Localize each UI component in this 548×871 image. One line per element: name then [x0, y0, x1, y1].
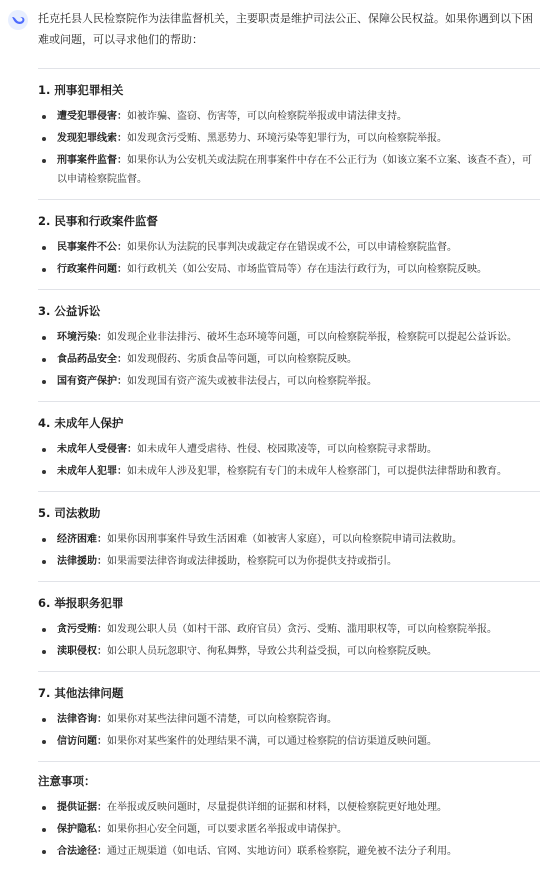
section [38, 594, 540, 661]
bullet-icon [42, 159, 46, 163]
section-divider [38, 581, 540, 582]
item-label: 未成年人受侵害： [57, 444, 137, 455]
list-item [38, 107, 540, 126]
list-item [38, 238, 540, 257]
bullet-icon [42, 850, 46, 854]
intro-paragraph: 托克托县人民检察院作为法律监督机关，主要职责是维护司法公正、保障公民权益。如果你遇到以下困难或问题，可以寻求他们的帮助： [38, 12, 533, 46]
item-text: 如被诈骗、盗窃、伤害等，可以向检察院举报或申请法律支持。 [127, 111, 407, 122]
note-item [38, 798, 540, 817]
section-title: 6. 举报职务犯罪 [38, 596, 124, 610]
bullet-icon [42, 336, 46, 340]
item-label: 遭受犯罪侵害： [57, 111, 127, 122]
list-item [38, 350, 540, 369]
list-item [38, 732, 540, 751]
note-text: 如果你担心安全问题，可以要求匿名举报或申请保护。 [107, 824, 347, 835]
section-divider [38, 401, 540, 402]
item-text: 如发现公职人员（如村干部、政府官员）贪污、受贿、滥用职权等，可以向检察院举报。 [107, 624, 497, 635]
item-label: 环境污染： [57, 332, 107, 343]
section-title: 7. 其他法律问题 [38, 686, 124, 700]
bullet-icon [42, 806, 46, 810]
list-item [38, 710, 540, 729]
item-text: 如未成年人涉及犯罪，检察院有专门的未成年人检察部门，可以提供法律帮助和教育。 [127, 466, 507, 477]
note-label: 合法途径： [57, 846, 107, 857]
assistant-avatar [8, 10, 28, 30]
message-body [38, 8, 540, 871]
item-text: 如果你认为法院的民事判决或裁定存在错误或不公，可以申请检察院监督。 [127, 242, 457, 253]
item-text: 如公职人员玩忽职守、徇私舞弊，导致公共利益受损，可以向检察院反映。 [107, 646, 437, 657]
list-item [38, 440, 540, 459]
item-text: 如果需要法律咨询或法律援助，检察院可以为你提供支持或指引。 [107, 556, 397, 567]
bullet-icon [42, 538, 46, 542]
section-item-list [38, 328, 540, 391]
section-title: 5. 司法救助 [38, 506, 101, 520]
list-item [38, 260, 540, 279]
notes-title: 注意事项： [38, 774, 96, 788]
item-text: 如果你认为公安机关或法院在刑事案件中存在不公正行为（如该立案不立案、该查不查），可以申请检察院监督。 [57, 155, 532, 185]
note-label: 提供证据： [57, 802, 107, 813]
section [38, 414, 540, 481]
list-item [38, 129, 540, 148]
bullet-icon [42, 137, 46, 141]
item-label: 行政案件问题： [57, 264, 127, 275]
list-item [38, 530, 540, 549]
item-label: 渎职侵权： [57, 646, 107, 657]
section-title: 2. 民事和行政案件监督 [38, 214, 158, 228]
item-text: 如发现假药、劣质食品等问题，可以向检察院反映。 [127, 354, 357, 365]
bullet-icon [42, 718, 46, 722]
bullet-icon [42, 650, 46, 654]
list-item [38, 552, 540, 571]
item-label: 法律援助： [57, 556, 107, 567]
bullet-icon [42, 448, 46, 452]
section-divider [38, 761, 540, 762]
bullet-icon [42, 828, 46, 832]
section-item-list [38, 620, 540, 661]
item-text: 如果你对某些法律问题不清楚，可以向检察院咨询。 [107, 714, 337, 725]
section-item-list [38, 107, 540, 189]
section-divider [38, 289, 540, 290]
note-item [38, 842, 540, 861]
item-label: 信访问题： [57, 736, 107, 747]
item-label: 经济困难： [57, 534, 107, 545]
bullet-icon [42, 268, 46, 272]
section-divider [38, 671, 540, 672]
section-divider [38, 68, 540, 69]
section-title: 4. 未成年人保护 [38, 416, 124, 430]
list-item [38, 462, 540, 481]
section-title: 1. 刑事犯罪相关 [38, 83, 124, 97]
list-item [38, 328, 540, 347]
section-title: 3. 公益诉讼 [38, 304, 101, 318]
section [38, 81, 540, 189]
section [38, 212, 540, 279]
bullet-icon [42, 740, 46, 744]
item-text: 如未成年人遭受虐待、性侵、校园欺凌等，可以向检察院寻求帮助。 [137, 444, 437, 455]
item-text: 如果你对某些案件的处理结果不满，可以通过检察院的信访渠道反映问题。 [107, 736, 437, 747]
assistant-logo-icon [10, 12, 26, 28]
item-label: 贪污受贿： [57, 624, 107, 635]
item-text: 如行政机关（如公安局、市场监管局等）存在违法行政行为，可以向检察院反映。 [127, 264, 487, 275]
item-text: 如果你因刑事案件导致生活困难（如被害人家庭），可以向检察院申请司法救助。 [107, 534, 462, 545]
sections-container [38, 68, 540, 751]
note-item [38, 820, 540, 839]
bullet-icon [42, 115, 46, 119]
item-label: 食品药品安全： [57, 354, 127, 365]
section [38, 684, 540, 751]
section-item-list [38, 440, 540, 481]
section [38, 302, 540, 391]
bullet-icon [42, 560, 46, 564]
bullet-icon [42, 380, 46, 384]
list-item [38, 620, 540, 639]
list-item [38, 151, 540, 189]
section [38, 504, 540, 571]
notes-list [38, 798, 540, 861]
note-text: 在举报或反映问题时，尽量提供详细的证据和材料，以便检察院更好地处理。 [107, 802, 447, 813]
section-item-list [38, 710, 540, 751]
item-label: 未成年人犯罪： [57, 466, 127, 477]
section-divider [38, 199, 540, 200]
item-text: 如发现贪污受贿、黑恶势力、环境污染等犯罪行为，可以向检察院举报。 [127, 133, 447, 144]
bullet-icon [42, 246, 46, 250]
item-text: 如发现国有资产流失或被非法侵占，可以向检察院举报。 [127, 376, 377, 387]
item-label: 民事案件不公： [57, 242, 127, 253]
section-divider [38, 491, 540, 492]
list-item [38, 372, 540, 391]
item-text: 如发现企业非法排污、破坏生态环境等问题，可以向检察院举报，检察院可以提起公益诉讼。 [107, 332, 517, 343]
item-label: 发现犯罪线索： [57, 133, 127, 144]
list-item [38, 642, 540, 661]
item-label: 刑事案件监督： [57, 155, 127, 166]
item-label: 法律咨询： [57, 714, 107, 725]
bullet-icon [42, 358, 46, 362]
note-label: 保护隐私： [57, 824, 107, 835]
section-item-list [38, 238, 540, 279]
bullet-icon [42, 628, 46, 632]
section-item-list [38, 530, 540, 571]
bullet-icon [42, 470, 46, 474]
note-text: 通过正规渠道（如电话、官网、实地访问）联系检察院，避免被不法分子利用。 [107, 846, 457, 857]
item-label: 国有资产保护： [57, 376, 127, 387]
